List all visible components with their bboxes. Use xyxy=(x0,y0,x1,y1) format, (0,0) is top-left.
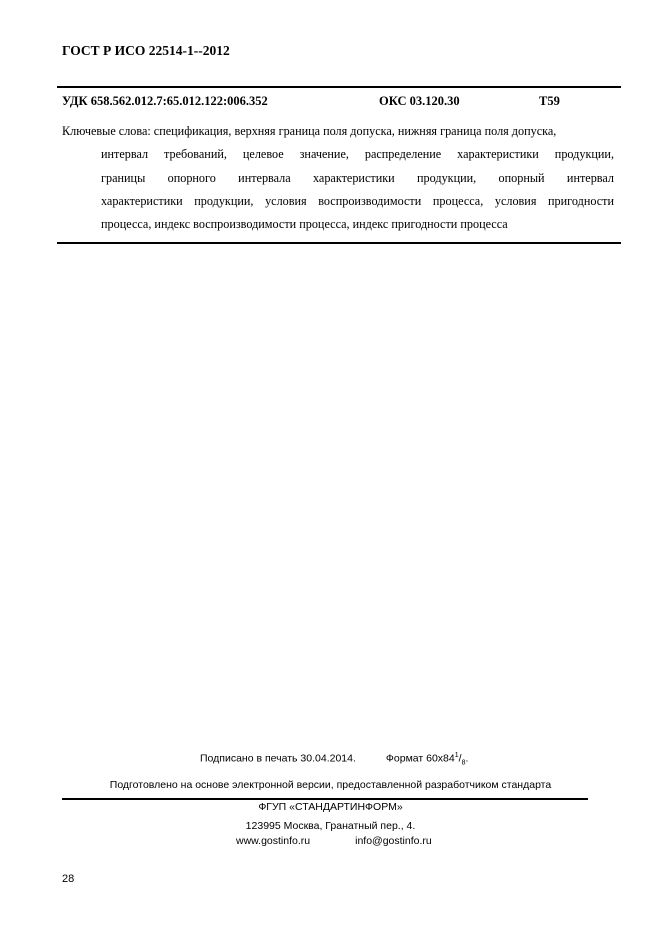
keywords-line: Ключевые слова: спецификация, верхняя граница поля допуска, нижняя граница поля допуска, xyxy=(62,124,557,138)
keywords-divider xyxy=(57,242,621,244)
publisher-name: ФГУП «СТАНДАРТИНФОРМ» xyxy=(258,801,403,813)
format-denominator: 8 xyxy=(461,759,466,767)
website-link[interactable]: www.gostinfo.ru xyxy=(236,835,311,847)
format-label: Формат 60х84 xyxy=(385,752,455,765)
top-divider xyxy=(57,86,621,88)
keywords-block xyxy=(62,120,614,236)
publisher-contacts xyxy=(236,835,432,847)
oks-code: ОКС 03.120.30 xyxy=(379,94,460,108)
imprint-divider xyxy=(62,798,588,800)
classification-row xyxy=(62,94,622,110)
keywords-line: характеристики продукции, условия воспроизводимости процесса, условия пригодности xyxy=(101,193,614,208)
imprint-signed: Подписано в печать 30.04.2014. Формат $60х84^1/_8$. xyxy=(200,752,469,767)
keywords-line: процесса, индекс воспроизводимости процесса, индекс пригодности процесса xyxy=(101,217,508,232)
publisher-address: 123995 Москва, Гранатный пер., 4. xyxy=(245,820,416,832)
udk-code: УДК 658.562.012.7:65.012.122:006.352 xyxy=(62,94,268,108)
prepared-note: Подготовлено на основе электронной версии, предоставленной разработчиком стандарта xyxy=(109,779,552,791)
format-numerator: 1 xyxy=(454,752,459,759)
document-code: ГОСТ Р ИСО 22514-1--2012 xyxy=(62,43,230,58)
format-end: . xyxy=(465,752,469,765)
t-code: Т59 xyxy=(539,94,560,108)
signed-date: Подписано в печать 30.04.2014. xyxy=(200,752,356,765)
page-number: 28 xyxy=(62,873,75,885)
keywords-line: интервал требований, целевое значение, распределение характеристики продукции, xyxy=(101,147,614,162)
email-link[interactable]: info@gostinfo.ru xyxy=(355,835,432,847)
keywords-line: границы опорного интервала характеристики продукции, опорный интервал xyxy=(101,170,614,185)
